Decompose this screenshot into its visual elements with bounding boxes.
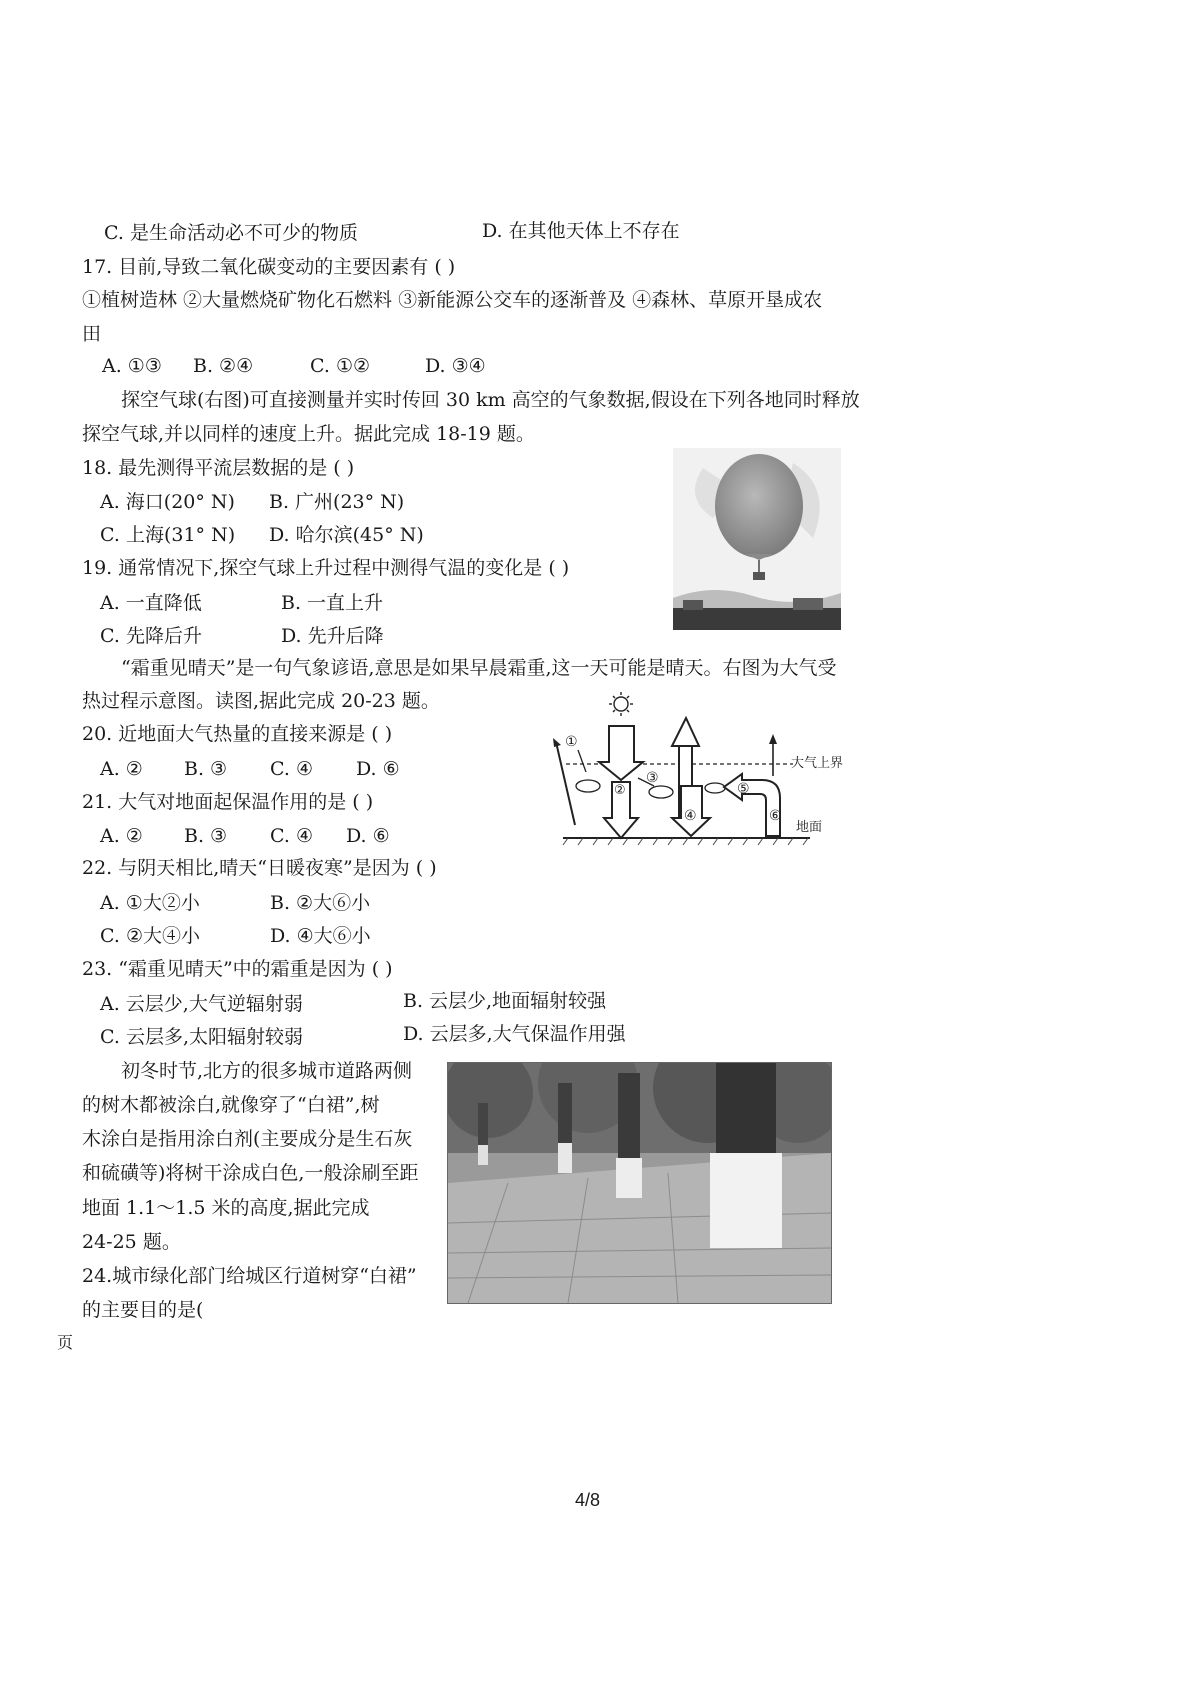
intro-24-25-line2: 的树木都被涂白,就像穿了“白裙”,树 [82, 1094, 380, 1116]
q18-option-d: D. 哈尔滨(45° N) [269, 524, 424, 546]
q22-option-b: B. ②大⑥小 [270, 892, 371, 914]
label-5: ⑤ [737, 781, 750, 797]
label-3: ③ [646, 770, 659, 786]
sun-icon [609, 692, 633, 716]
q19-option-d: D. 先升后降 [281, 625, 384, 647]
top-of-atmosphere-label: 大气上界 [791, 756, 844, 771]
q22-option-c: C. ②大④小 [100, 925, 200, 947]
q17-option-c: C. ①② [310, 355, 371, 377]
ground-label: 地面 [796, 820, 823, 835]
q19-stem: 19. 通常情况下,探空气球上升过程中测得气温的变化是 ( ) [82, 557, 570, 579]
intro-20-23-line1: “霜重见晴天”是一句气象谚语,意思是如果早晨霜重,这一天可能是晴天。右图为大气受 [121, 657, 837, 679]
q19-option-b: B. 一直上升 [281, 592, 384, 614]
label-2: ② [614, 783, 626, 798]
label-4: ④ [684, 808, 697, 824]
q17-items: ①植树造林 ②大量燃烧矿物化石燃料 ③新能源公交车的逐渐普及 ④森林、草原开垦成农 [82, 289, 823, 311]
intro-18-19-line1: 探空气球(右图)可直接测量并实时传回 30 km 高空的气象数据,假设在下列各地同时释放 [121, 389, 860, 411]
q20-option-b: B. ③ [184, 758, 228, 780]
q16-option-c: C. 是生命活动必不可少的物质 [104, 222, 358, 244]
q20-option-a: A. ② [100, 758, 143, 780]
intro-24-25-line1: 初冬时节,北方的很多城市道路两侧 [121, 1060, 413, 1082]
q24-stem-line1: 24.城市绿化部门给城区行道树穿“白裙” [82, 1265, 417, 1287]
q18-option-b: B. 广州(23° N) [269, 491, 405, 513]
weather-balloon-photo [673, 448, 841, 630]
margin-note: 页 [57, 1333, 74, 1352]
q17-option-d: D. ③④ [425, 355, 486, 377]
q20-option-c: C. ④ [270, 758, 313, 780]
label-6: ⑥ [769, 808, 782, 824]
q21-stem: 21. 大气对地面起保温作用的是 ( ) [82, 791, 374, 813]
intro-18-19-line2: 探空气球,并以同样的速度上升。据此完成 18-19 题。 [82, 423, 535, 445]
page-number: 4/8 [575, 1490, 601, 1510]
q19-option-a: A. 一直降低 [100, 592, 202, 614]
q24-stem-line2: 的主要目的是( [82, 1299, 204, 1321]
q21-option-d: D. ⑥ [346, 825, 390, 847]
q21-option-b: B. ③ [184, 825, 228, 847]
q22-option-a: A. ①大②小 [100, 892, 200, 914]
q23-option-b: B. 云层少,地面辐射较强 [403, 990, 607, 1012]
q21-option-c: C. ④ [270, 825, 313, 847]
q23-option-a: A. 云层少,大气逆辐射弱 [100, 993, 303, 1015]
q20-option-d: D. ⑥ [356, 758, 400, 780]
intro-24-25-line6: 24-25 题。 [82, 1231, 181, 1253]
q17-items-wrap: 田 [82, 323, 102, 345]
atmosphere-heating-diagram [548, 690, 858, 855]
q23-option-c: C. 云层多,太阳辐射较弱 [100, 1026, 303, 1048]
q18-stem: 18. 最先测得平流层数据的是 ( ) [82, 457, 355, 479]
q16-option-d: D. 在其他天体上不存在 [482, 220, 680, 242]
q20-stem: 20. 近地面大气热量的直接来源是 ( ) [82, 723, 393, 745]
intro-24-25-line5: 地面 1.1～1.5 米的高度,据此完成 [82, 1197, 370, 1219]
intro-24-25-line4: 和硫磺等)将树干涂成白色,一般涂刷至距 [82, 1162, 419, 1184]
q19-option-c: C. 先降后升 [100, 625, 202, 647]
q22-option-d: D. ④大⑥小 [270, 925, 371, 947]
intro-20-23-line2: 热过程示意图。读图,据此完成 20-23 题。 [82, 690, 440, 712]
intro-24-25-line3: 木涂白是指用涂白剂(主要成分是生石灰 [82, 1128, 413, 1150]
q17-option-a: A. ①③ [102, 355, 162, 377]
q17-option-b: B. ②④ [193, 355, 254, 377]
q18-option-c: C. 上海(31° N) [100, 524, 236, 546]
whitewashed-trees-photo [447, 1062, 832, 1304]
q17-stem: 17. 目前,导致二氧化碳变动的主要因素有 ( ) [82, 256, 456, 278]
q22-stem: 22. 与阴天相比,晴天“日暖夜寒”是因为 ( ) [82, 857, 437, 879]
q21-option-a: A. ② [100, 825, 143, 847]
q18-option-a: A. 海口(20° N) [100, 491, 235, 513]
q23-stem: 23. “霜重见晴天”中的霜重是因为 ( ) [82, 958, 393, 980]
q23-option-d: D. 云层多,大气保温作用强 [403, 1023, 626, 1045]
label-1: ① [565, 734, 578, 750]
